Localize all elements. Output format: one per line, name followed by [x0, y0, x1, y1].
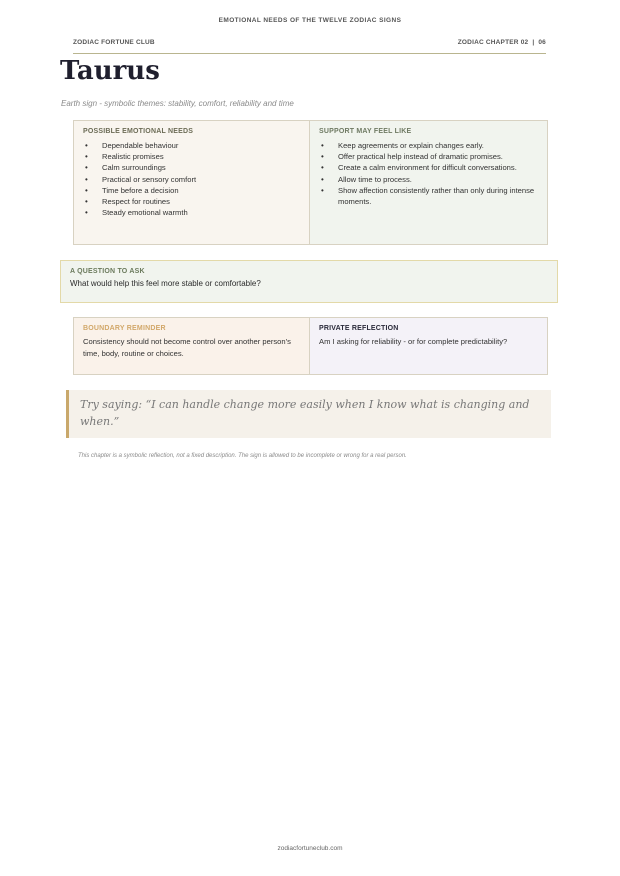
- reflection-text: Am I asking for reliability - or for complete predictability?: [319, 337, 508, 346]
- list-item: • Dependable behaviour: [83, 140, 300, 151]
- support-list: [319, 140, 538, 207]
- page-number: 06: [538, 39, 546, 46]
- list-item: • Keep agreements or explain changes early.: [319, 140, 538, 151]
- boundary-reminder-box: [74, 318, 310, 374]
- boundary-heading: BOUNDARY REMINDER: [83, 325, 166, 332]
- support-column: [310, 121, 547, 244]
- boundary-text: Consistency should not become control over another person's time, body, routine or choices.: [83, 337, 291, 358]
- list-item: • Allow time to process.: [319, 174, 538, 185]
- question-heading: A QUESTION TO ASK: [70, 268, 145, 275]
- question-callout: [60, 260, 558, 303]
- list-item: • Practical or sensory comfort: [83, 174, 300, 185]
- list-item: • Show affection consistently rather than only during intense moments.: [319, 185, 538, 207]
- brand-name: ZODIAC FORTUNE CLUB: [73, 39, 155, 46]
- page-header: [73, 38, 546, 54]
- quote-callout: [66, 390, 551, 438]
- list-item: • Time before a decision: [83, 185, 300, 196]
- running-title: EMOTIONAL NEEDS OF THE TWELVE ZODIAC SIGNS: [218, 17, 402, 24]
- needs-support-panel: [73, 120, 548, 245]
- header-separator: |: [532, 39, 535, 46]
- question-text: What would help this feel more stable or comfortable?: [70, 279, 261, 288]
- list-item: • Calm surroundings: [83, 162, 300, 173]
- chapter-label: ZODIAC CHAPTER 02: [457, 39, 529, 46]
- list-item: • Offer practical help instead of dramatic promises.: [319, 151, 538, 162]
- emotional-needs-list: [83, 140, 300, 218]
- emotional-needs-heading: POSSIBLE EMOTIONAL NEEDS: [83, 128, 194, 135]
- list-item: • Create a calm environment for difficult conversations.: [319, 162, 538, 173]
- chapter-indicator: [458, 39, 546, 46]
- private-reflection-box: [310, 318, 547, 374]
- boundary-reflection-panel: [73, 317, 548, 375]
- emotional-needs-column: [74, 121, 310, 244]
- footer-url: zodiacfortuneclub.com: [277, 845, 343, 852]
- sign-subtitle: Earth sign - symbolic themes: stability, comfort, reliability and time: [61, 99, 294, 108]
- list-item: • Respect for routines: [83, 196, 300, 207]
- list-item: • Steady emotional warmth: [83, 207, 300, 218]
- list-item: • Realistic promises: [83, 151, 300, 162]
- reflection-heading: PRIVATE REFLECTION: [319, 325, 399, 332]
- support-heading: SUPPORT MAY FEEL LIKE: [319, 128, 412, 135]
- quote-text: Try saying: “I can handle change more easily when I know what is changing and when.”: [80, 398, 530, 428]
- sign-title: Taurus: [60, 56, 160, 86]
- footnote: This chapter is a symbolic reflection, not a fixed description. The sign is allowed to be incomplete or wrong for a real person.: [78, 453, 407, 459]
